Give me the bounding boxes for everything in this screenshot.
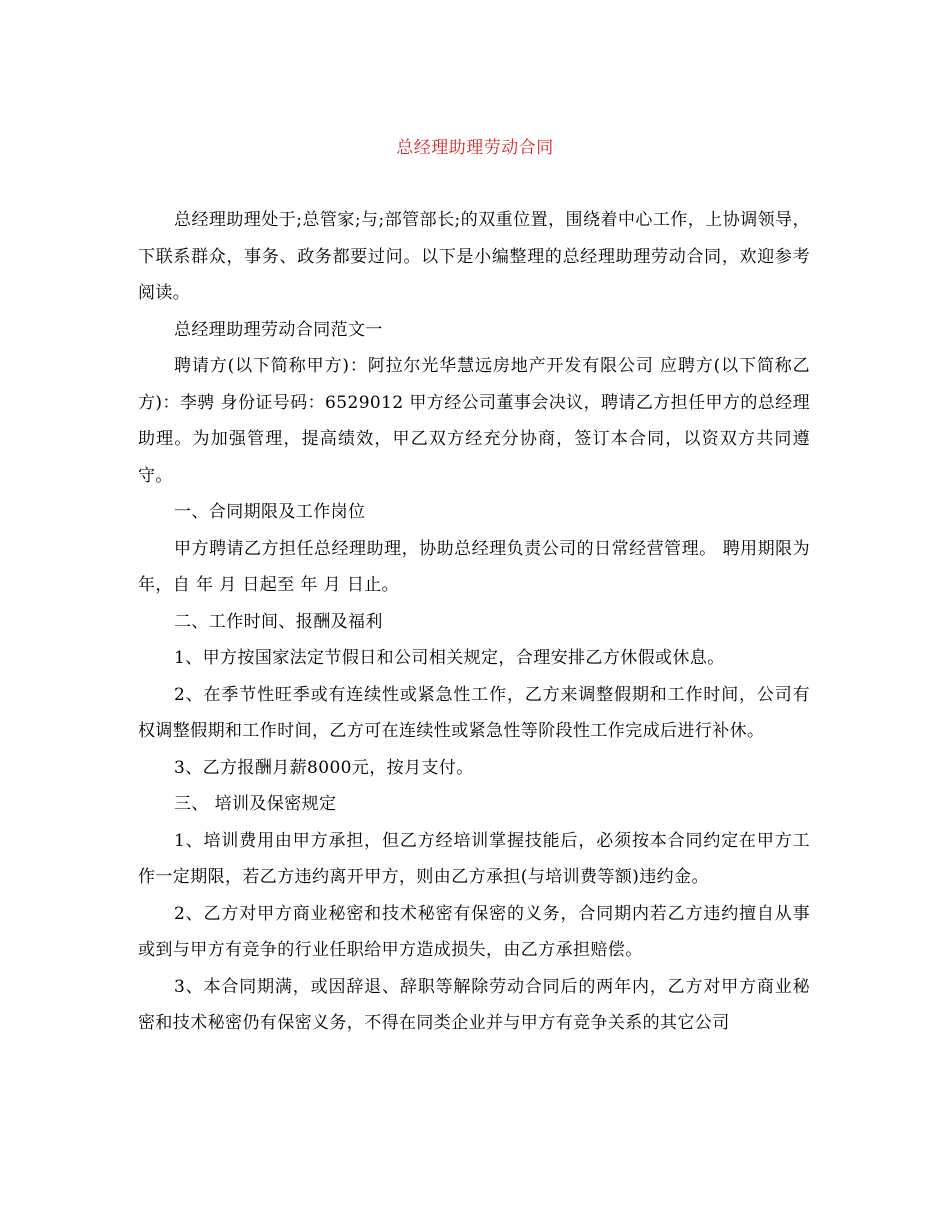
section-heading-sample-one: 总经理助理劳动合同范文一 <box>174 319 383 340</box>
section-heading-term-position: 一、合同期限及工作岗位 <box>174 502 366 522</box>
clause-3-3: 3、本合同期满，或因辞退、辞职等解除劳动合同后的两年内，乙方对甲方商业秘密和技术秘密仍有保密义务，不得在同类企业并与甲方有竞争关系的其它公司 <box>138 976 810 1033</box>
section-heading-training-confidentiality: 三、 培训及保密规定 <box>174 794 337 814</box>
clause-3-2: 2、乙方对甲方商业秘密和技术秘密有保密的义务，合同期内若乙方违约擅自从事或到与甲方有竞争的行业任职给甲方造成损失，由乙方承担赔偿。 <box>138 903 810 960</box>
clause-2-1: 1、甲方按国家法定节假日和公司相关规定，合理安排乙方休假或休息。 <box>174 648 725 668</box>
parties-paragraph: 聘请方(以下简称甲方)：阿拉尔光华慧远房地产开发有限公司 应聘方(以下简称乙方)：李骋 身份证号码：6529012 甲方经公司董事会决议，聘请乙方担任甲方的总经理助理。为加强管理，提高绩效，甲乙双方经充分协商，签订本合同，以资双方共同遵守。 <box>138 356 810 486</box>
document-body <box>138 202 810 1042</box>
section-heading-time-pay: 二、工作时间、报酬及福利 <box>174 611 383 632</box>
document-title: 总经理助理劳动合同 <box>396 138 554 158</box>
clause-3-1: 1、培训费用由甲方承担，但乙方经培训掌握技能后，必须按本合同约定在甲方工作一定期限，若乙方违约离开甲方，则由乙方承担(与培训费等额)违约金。 <box>138 830 810 887</box>
intro-paragraph: 总经理助理处于;总管家;与;部管部长;的双重位置，围绕着中心工作，上协调领导，下联系群众，事务、政务都要过问。以下是小编整理的总经理助理劳动合同，欢迎参考阅读。 <box>138 210 810 303</box>
term-paragraph: 甲方聘请乙方担任总经理助理，协助总经理负责公司的日常经营管理。 聘用期限为 年，自 年 月 日起至 年 月 日止。 <box>138 538 810 595</box>
clause-2-3: 3、乙方报酬月薪8000元，按月支付。 <box>174 757 474 778</box>
clause-2-2: 2、在季节性旺季或有连续性或紧急性工作，乙方来调整假期和工作时间，公司有权调整假期和工作时间，乙方可在连续性或紧急性等阶段性工作完成后进行补休。 <box>138 684 810 741</box>
